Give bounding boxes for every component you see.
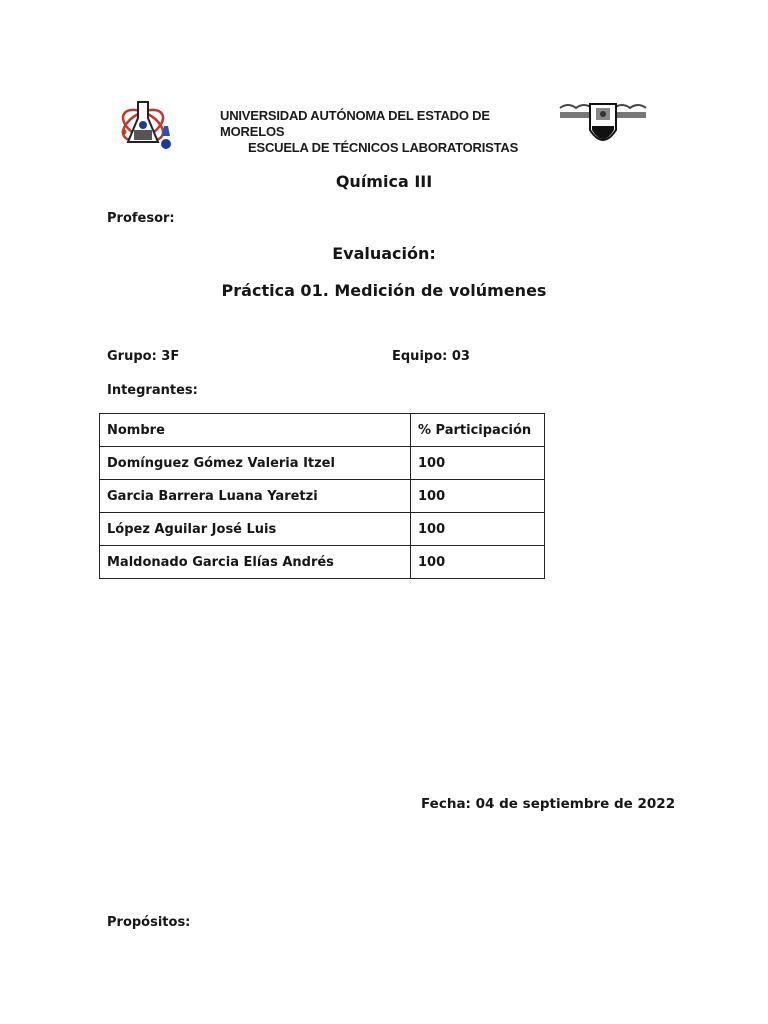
table-row (100, 513, 545, 546)
equipo-label: Equipo: 03 (392, 349, 470, 364)
table-header-row (100, 414, 545, 447)
integrantes-label: Integrantes: (107, 383, 198, 398)
table-header-cell: % Participación (411, 414, 545, 447)
school-logo-icon (116, 96, 178, 154)
member-name: López Aguilar José Luis (100, 513, 411, 546)
table-row (100, 480, 545, 513)
grupo-label: Grupo: 3F (107, 349, 180, 364)
propositos-label: Propósitos: (107, 915, 191, 930)
evaluacion-label: Evaluación: (332, 244, 436, 263)
school-name: ESCUELA DE TÉCNICOS LABORATORISTAS (248, 140, 519, 155)
course-title: Química III (335, 172, 433, 191)
member-name: Domínguez Gómez Valeria Itzel (100, 447, 411, 480)
date-label: Fecha: 04 de septiembre de 2022 (421, 796, 676, 812)
practice-title: Práctica 01. Medición de volúmenes (221, 281, 547, 300)
table-row (100, 447, 545, 480)
header-text (220, 108, 550, 156)
member-name: Maldonado Garcia Elías Andrés (100, 546, 411, 579)
member-participation: 100 (411, 480, 545, 513)
university-name: UNIVERSIDAD AUTÓNOMA DEL ESTADO DE MORELOS (220, 108, 490, 139)
profesor-label: Profesor: (107, 211, 175, 226)
members-table (99, 413, 545, 579)
table-row (100, 546, 545, 579)
member-name: Garcia Barrera Luana Yaretzi (100, 480, 411, 513)
member-participation: 100 (411, 546, 545, 579)
table-header-cell: Nombre (100, 414, 411, 447)
member-participation: 100 (411, 447, 545, 480)
coat-of-arms-icon (558, 100, 648, 152)
member-participation: 100 (411, 513, 545, 546)
